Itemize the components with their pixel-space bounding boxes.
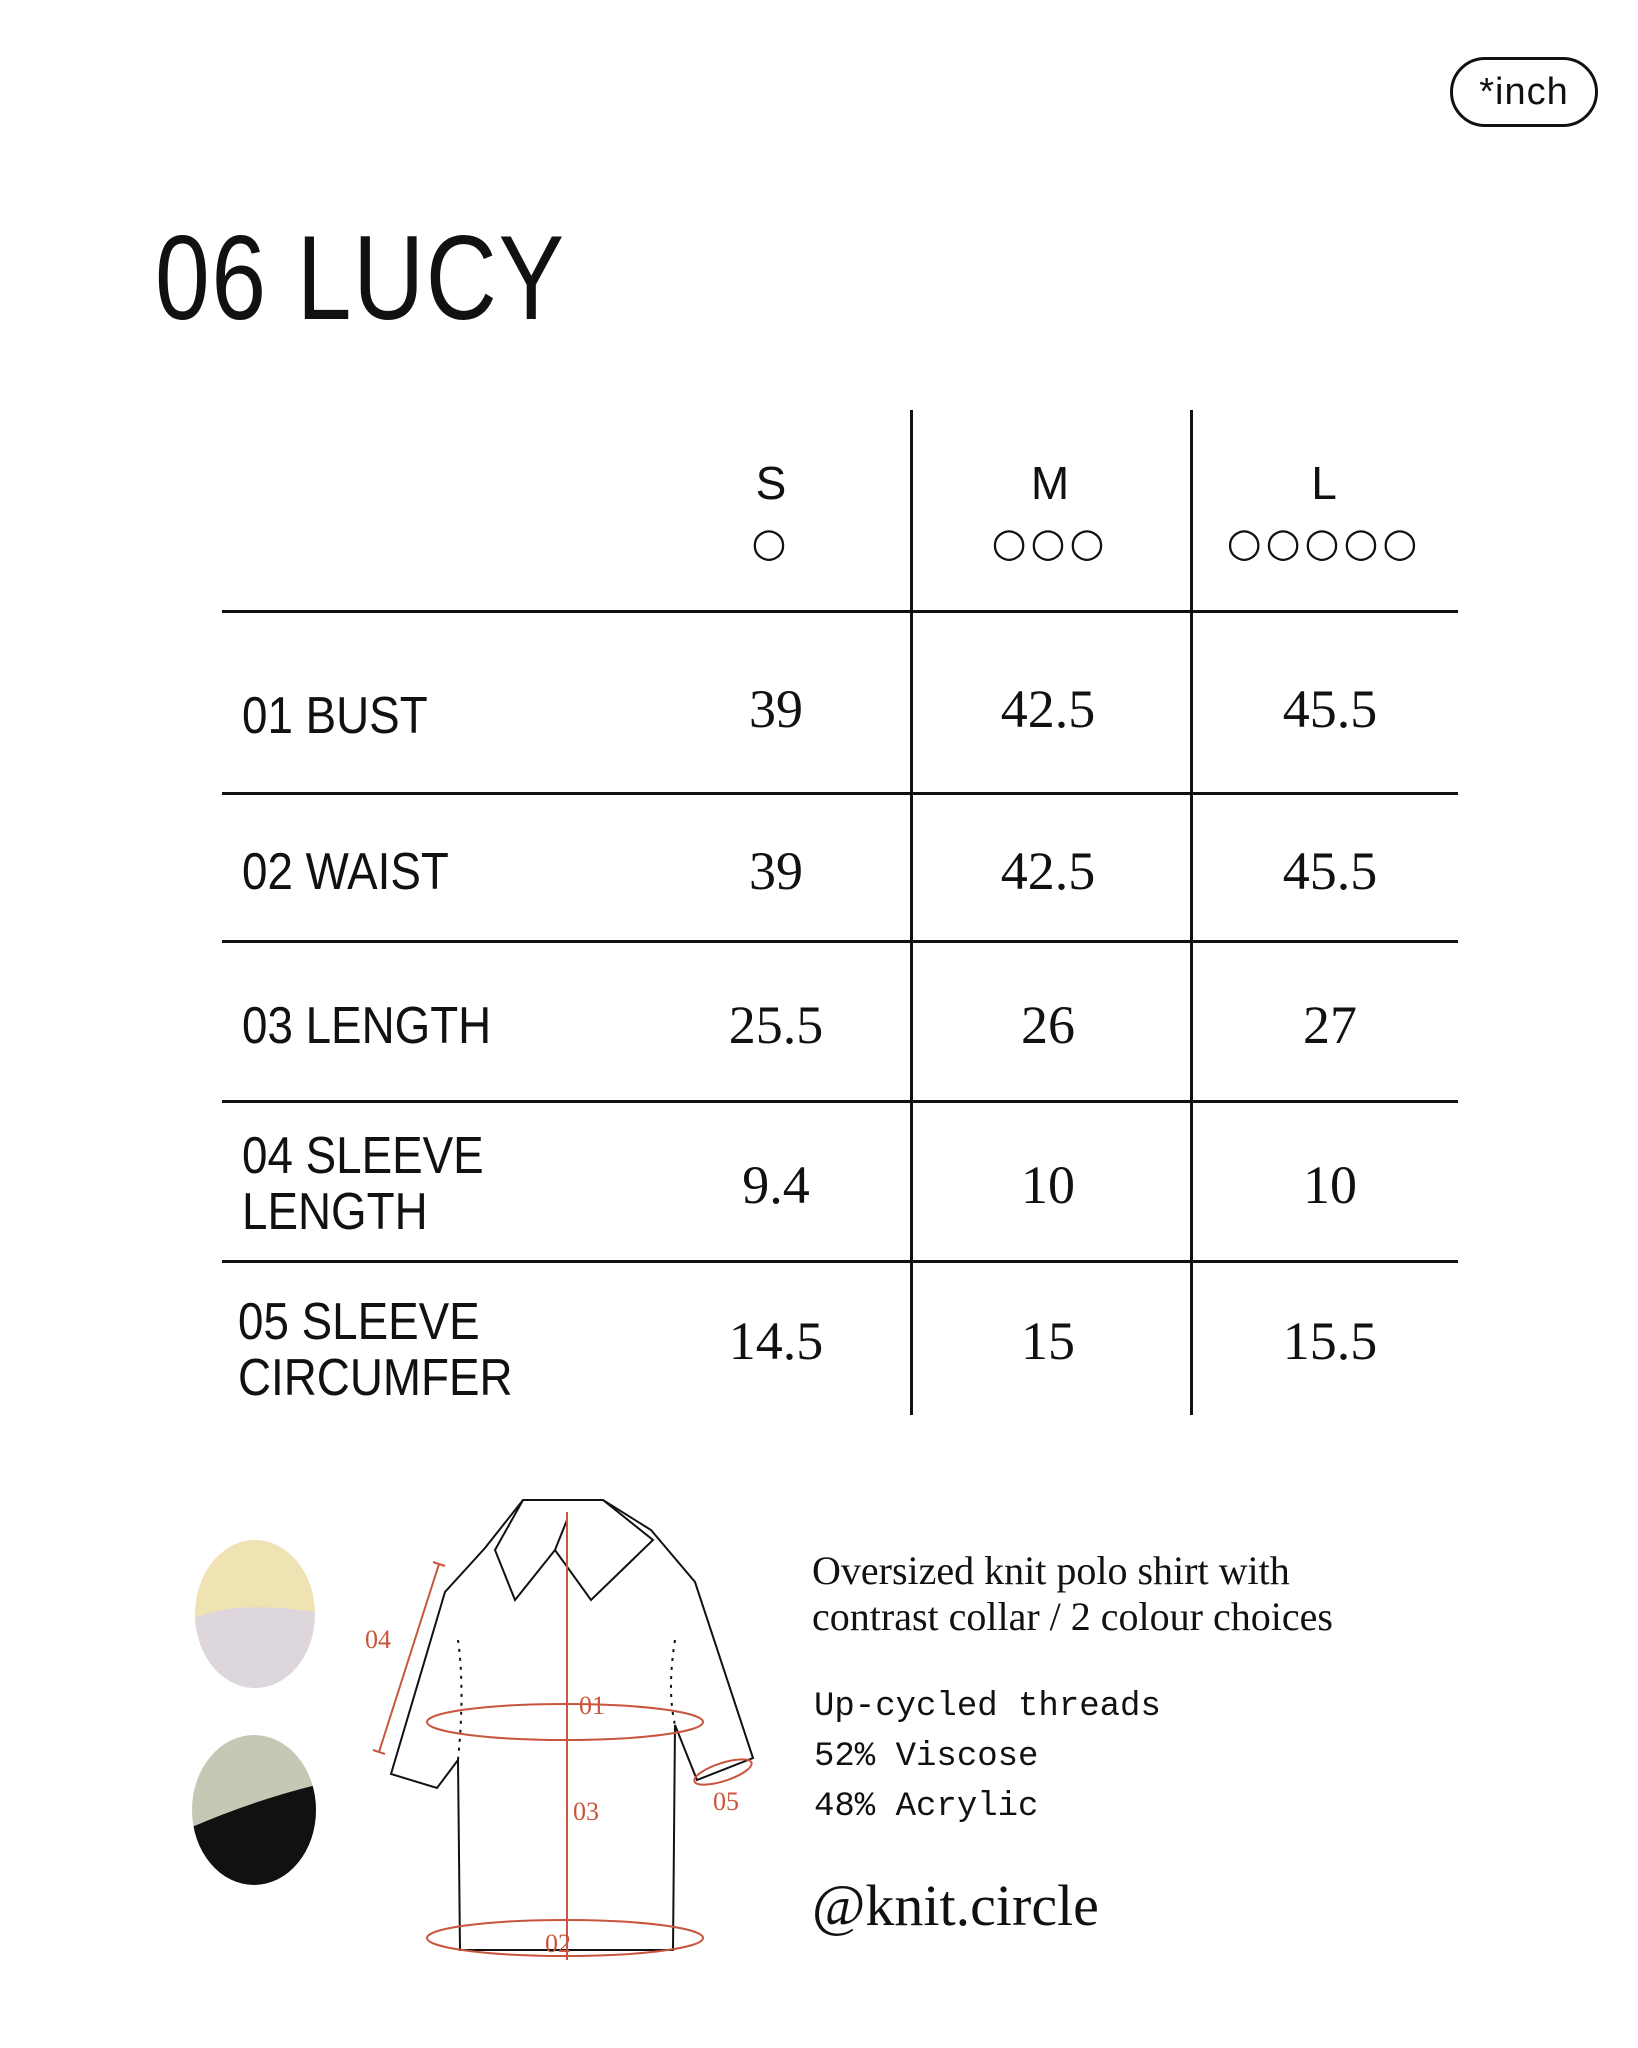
- size-label: S: [755, 457, 787, 509]
- size-label: M: [1030, 457, 1070, 509]
- cell-value: 15: [1021, 1311, 1075, 1371]
- cell-value: 39: [749, 841, 803, 901]
- colour-swatch-sage: [192, 1735, 316, 1885]
- cell-value: 25.5: [728, 995, 824, 1055]
- cell-value: 45.5: [1282, 679, 1378, 739]
- row-label-line: 04 SLEEVE: [242, 1127, 484, 1185]
- marker-label: 05: [713, 1787, 739, 1816]
- cell-value: 42.5: [1000, 841, 1096, 901]
- row-label-sleeve-length: [242, 1128, 594, 1240]
- size-header-l: [1224, 455, 1424, 571]
- swatch-bottom: [195, 1607, 315, 1688]
- cell-value: 42.5: [1000, 679, 1096, 739]
- size-table: [222, 410, 1458, 1415]
- garment-diagram: [355, 1490, 765, 1970]
- row-divider: [222, 1100, 1458, 1103]
- size-dots: ○○○: [991, 520, 1109, 566]
- row-label-sleeve-circumference: [238, 1294, 590, 1406]
- unit-badge: *inch: [1450, 57, 1598, 127]
- marker-label: 03: [573, 1797, 599, 1826]
- column-divider: [910, 410, 913, 1415]
- composition-item: Up-cycled threads: [814, 1688, 1161, 1726]
- row-divider: [222, 610, 1458, 613]
- composition-list: [814, 1682, 1161, 1832]
- cell-value: 14.5: [728, 1311, 824, 1371]
- marker-label: 04: [365, 1625, 391, 1654]
- row-label-line: 05 SLEEVE: [238, 1293, 480, 1351]
- social-handle: @knit.circle: [812, 1873, 1099, 1938]
- measurement-guides: [373, 1512, 754, 1960]
- row-divider: [222, 1260, 1458, 1263]
- size-dots: ○○○○○: [1226, 520, 1422, 566]
- shirt-outline: [391, 1500, 753, 1950]
- cell-value: 10: [1021, 1155, 1075, 1215]
- cell-value: 39: [749, 679, 803, 739]
- row-label-bust: 01 BUST: [242, 687, 428, 745]
- size-label: L: [1311, 457, 1337, 509]
- composition-item: 52% Viscose: [814, 1738, 1039, 1776]
- row-divider: [222, 792, 1458, 795]
- row-label-length: 03 LENGTH: [242, 997, 492, 1055]
- composition-item: 48% Acrylic: [814, 1788, 1039, 1826]
- cell-value: 27: [1303, 995, 1357, 1055]
- description-line: Oversized knit polo shirt with: [812, 1548, 1290, 1593]
- row-label-line: LENGTH: [242, 1183, 428, 1241]
- cell-value: 26: [1021, 995, 1075, 1055]
- swatch-cream-fill: [195, 1540, 315, 1688]
- description-line: contrast collar / 2 colour choices: [812, 1594, 1333, 1639]
- cell-value: 15.5: [1282, 1311, 1378, 1371]
- marker-label: 02: [545, 1929, 571, 1958]
- size-dots: ○: [751, 520, 791, 566]
- cell-value: 45.5: [1282, 841, 1378, 901]
- page-title: 06 LUCY: [155, 211, 566, 345]
- cell-value: 9.4: [742, 1155, 810, 1215]
- row-divider: [222, 940, 1458, 943]
- column-divider: [1190, 410, 1193, 1415]
- row-label-line: CIRCUMFER: [238, 1349, 513, 1407]
- size-header-s: [671, 455, 871, 571]
- swatch-sage-fill: [192, 1735, 316, 1885]
- size-header-m: [950, 455, 1150, 571]
- row-label-waist: 02 WAIST: [242, 843, 449, 901]
- marker-label: 01: [579, 1691, 605, 1720]
- cell-value: 10: [1303, 1155, 1357, 1215]
- colour-swatch-cream: [195, 1540, 315, 1688]
- product-description: [812, 1548, 1333, 1640]
